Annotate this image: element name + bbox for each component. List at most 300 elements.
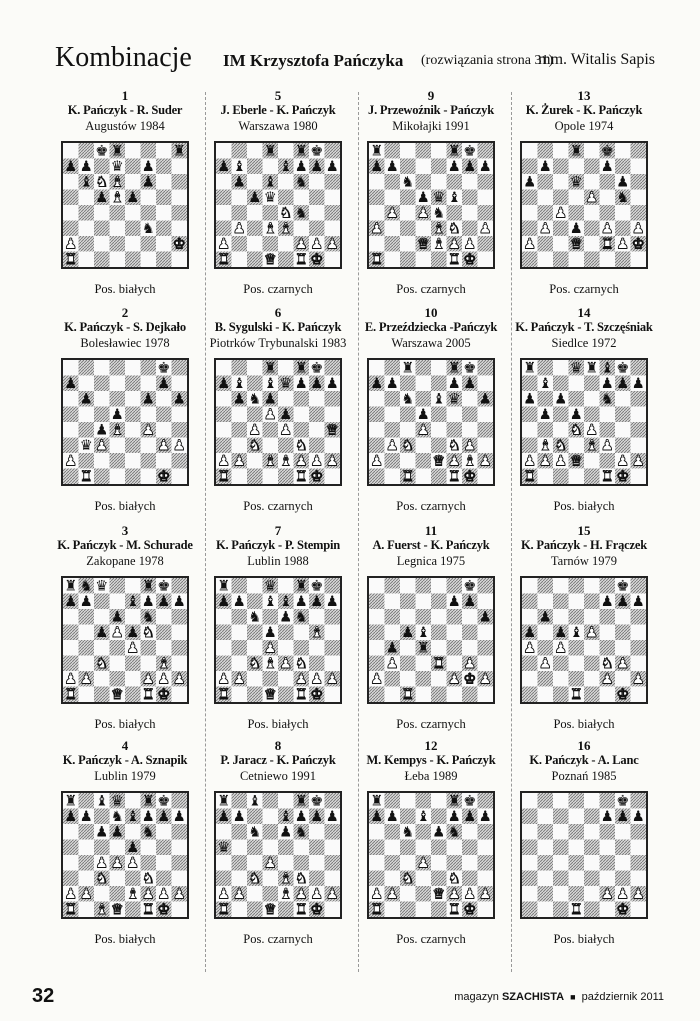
board-square [247, 640, 263, 656]
board-square [156, 174, 172, 190]
chess-board [214, 358, 342, 486]
board-square [569, 594, 585, 610]
board-square [631, 360, 647, 376]
black-pawn-icon: ♟ [325, 594, 339, 611]
board-square [172, 205, 188, 221]
black-pawn-icon: ♟ [569, 407, 583, 424]
black-pawn-icon: ♟ [172, 391, 186, 408]
board-square [63, 422, 79, 438]
board-square [156, 855, 172, 871]
board-square [553, 376, 569, 392]
black-rook-icon: ♜ [294, 143, 308, 160]
board-square [79, 360, 95, 376]
side-to-move: Pos. czarnych [396, 717, 466, 731]
black-rook-icon: ♜ [64, 578, 78, 595]
white-queen-icon: ♛ [110, 902, 124, 917]
board-square [385, 840, 401, 856]
board-square [400, 640, 416, 656]
board-square [538, 236, 554, 252]
black-pawn-icon: ♟ [325, 809, 339, 826]
white-rook-icon: ♜ [217, 902, 231, 917]
board-square [94, 809, 110, 825]
white-bishop-icon: ♝ [463, 453, 477, 470]
board-square [232, 871, 248, 887]
board-square [172, 609, 188, 625]
white-pawn-icon: ♟ [616, 236, 630, 253]
board-square [416, 221, 432, 237]
board-square [447, 625, 463, 641]
board-square [278, 252, 294, 268]
board-square [478, 902, 494, 918]
white-queen-icon: ♛ [110, 687, 124, 702]
puzzle-place: Zakopane 1978 [86, 554, 164, 568]
board-square [522, 438, 538, 454]
white-rook-icon: ♜ [432, 656, 446, 673]
white-queen-icon: ♛ [432, 453, 446, 470]
board-square [141, 190, 157, 206]
white-knight-icon: ♞ [248, 438, 262, 455]
board-square [125, 376, 141, 392]
white-king-icon: ♚ [463, 671, 477, 688]
black-knight-icon: ♞ [79, 578, 93, 595]
board-square [278, 236, 294, 252]
board-square [232, 143, 248, 159]
black-knight-icon: ♞ [248, 609, 262, 626]
white-pawn-icon: ♟ [523, 236, 537, 253]
board-square [294, 190, 310, 206]
board-square [309, 656, 325, 672]
black-pawn-icon: ♟ [141, 594, 155, 611]
board-square [125, 236, 141, 252]
white-pawn-icon: ♟ [310, 671, 324, 688]
black-pawn-icon: ♟ [294, 809, 308, 826]
puzzle-cell [203, 305, 353, 523]
white-pawn-icon: ♟ [554, 640, 568, 657]
black-pawn-icon: ♟ [294, 159, 308, 176]
board-square [431, 840, 447, 856]
board-square [278, 469, 294, 485]
puzzle-cell [203, 88, 353, 306]
black-rook-icon: ♜ [217, 578, 231, 595]
black-pawn-icon: ♟ [279, 824, 293, 841]
board-square [369, 205, 385, 221]
board-square [584, 609, 600, 625]
board-square [631, 855, 647, 871]
puzzle-number: 13 [577, 88, 591, 103]
board-square [478, 824, 494, 840]
board-square [522, 840, 538, 856]
white-pawn-icon: ♟ [157, 886, 171, 903]
board-square [309, 221, 325, 237]
board-square [538, 391, 554, 407]
black-pawn-icon: ♟ [310, 594, 324, 611]
board-square [125, 871, 141, 887]
board-square [615, 159, 631, 175]
white-pawn-icon: ♟ [294, 671, 308, 688]
board-square [522, 886, 538, 902]
board-square [569, 609, 585, 625]
black-bishop-icon: ♝ [279, 594, 293, 611]
white-rook-icon: ♜ [294, 469, 308, 484]
board-square [631, 871, 647, 887]
white-bishop-icon: ♝ [432, 221, 446, 238]
board-square [431, 625, 447, 641]
black-pawn-icon: ♟ [172, 594, 186, 611]
white-pawn-icon: ♟ [385, 886, 399, 903]
white-pawn-icon: ♟ [172, 438, 186, 455]
board-square [247, 625, 263, 641]
board-square [325, 174, 341, 190]
white-pawn-icon: ♟ [538, 453, 552, 470]
puzzle-cell [50, 738, 200, 956]
board-diagram [369, 360, 493, 484]
black-pawn-icon: ♟ [279, 609, 293, 626]
board-square [600, 252, 616, 268]
puzzle-players: J. Przewoźnik - Pańczyk [368, 103, 494, 117]
white-king-icon: ♚ [310, 252, 324, 267]
board-square [94, 886, 110, 902]
black-pawn-icon: ♟ [447, 159, 461, 176]
black-knight-icon: ♞ [294, 824, 308, 841]
black-queen-icon: ♛ [447, 391, 461, 408]
black-pawn-icon: ♟ [157, 594, 171, 611]
board-square [553, 143, 569, 159]
board-square [416, 376, 432, 392]
board-square [94, 671, 110, 687]
black-pawn-icon: ♟ [447, 376, 461, 393]
black-rook-icon: ♜ [370, 143, 384, 160]
board-square [172, 190, 188, 206]
white-pawn-icon: ♟ [370, 221, 384, 238]
black-pawn-icon: ♟ [463, 809, 477, 826]
board-square [478, 174, 494, 190]
board-square [538, 422, 554, 438]
board-square [615, 422, 631, 438]
board-square [325, 793, 341, 809]
board-square [447, 407, 463, 423]
board-square [462, 840, 478, 856]
black-pawn-icon: ♟ [126, 840, 140, 857]
white-pawn-icon: ♟ [370, 886, 384, 903]
board-square [172, 422, 188, 438]
black-pawn-icon: ♟ [385, 159, 399, 176]
board-square [538, 360, 554, 376]
board-square [400, 236, 416, 252]
board-square [569, 190, 585, 206]
black-pawn-icon: ♟ [370, 159, 384, 176]
black-king-icon: ♚ [463, 578, 477, 595]
board-square [462, 855, 478, 871]
board-square [584, 902, 600, 918]
black-pawn-icon: ♟ [64, 594, 78, 611]
puzzle-cell [509, 305, 659, 523]
white-pawn-icon: ♟ [478, 886, 492, 903]
puzzle-players: M. Kempys - K. Pańczyk [366, 753, 496, 767]
board-diagram [216, 793, 340, 917]
black-pawn-icon: ♟ [416, 190, 430, 207]
white-pawn-icon: ♟ [447, 236, 461, 253]
board-square [400, 840, 416, 856]
board-square [79, 407, 95, 423]
black-pawn-icon: ♟ [110, 609, 124, 626]
board-square [79, 143, 95, 159]
board-square [385, 174, 401, 190]
white-pawn-icon: ♟ [232, 886, 246, 903]
white-rook-icon: ♜ [79, 469, 93, 484]
board-square [172, 855, 188, 871]
white-knight-icon: ♞ [95, 656, 109, 673]
black-king-icon: ♚ [616, 578, 630, 595]
board-square [369, 190, 385, 206]
board-square [431, 438, 447, 454]
white-pawn-icon: ♟ [631, 453, 645, 470]
puzzle-number: 1 [121, 88, 129, 103]
black-rook-icon: ♜ [217, 793, 231, 810]
board-square [569, 656, 585, 672]
board-square [615, 855, 631, 871]
side-to-move: Pos. czarnych [396, 932, 466, 946]
board-square [615, 252, 631, 268]
board-square [522, 205, 538, 221]
black-pawn-icon: ♟ [478, 609, 492, 626]
white-rook-icon: ♜ [64, 252, 78, 267]
black-bishop-icon: ♝ [447, 190, 461, 207]
board-square [569, 793, 585, 809]
board-square [247, 809, 263, 825]
board-square [278, 671, 294, 687]
board-square [538, 625, 554, 641]
white-pawn-icon: ♟ [554, 453, 568, 470]
board-square [79, 205, 95, 221]
board-square [600, 871, 616, 887]
board-square [79, 902, 95, 918]
board-square [522, 221, 538, 237]
board-square [216, 391, 232, 407]
board-square [247, 671, 263, 687]
board-square [369, 407, 385, 423]
board-square [553, 840, 569, 856]
board-square [478, 205, 494, 221]
board-square [416, 360, 432, 376]
white-rook-icon: ♜ [294, 252, 308, 267]
puzzle-players: K. Pańczyk - M. Schurade [57, 538, 193, 552]
black-king-icon: ♚ [600, 143, 614, 160]
board-square [263, 205, 279, 221]
side-to-move: Pos. białych [553, 932, 615, 946]
black-pawn-icon: ♟ [64, 159, 78, 176]
board-square [369, 687, 385, 703]
board-square [584, 236, 600, 252]
board-square [156, 190, 172, 206]
white-bishop-icon: ♝ [110, 174, 124, 191]
board-square [569, 469, 585, 485]
white-rook-icon: ♜ [217, 469, 231, 484]
puzzle-place: Mikołajki 1991 [392, 119, 470, 133]
board-square [369, 391, 385, 407]
white-queen-icon: ♛ [416, 236, 430, 253]
white-queen-icon: ♛ [569, 236, 583, 253]
board-square [385, 469, 401, 485]
white-pawn-icon: ♟ [310, 453, 324, 470]
white-king-icon: ♚ [463, 902, 477, 917]
board-square [309, 855, 325, 871]
board-square [522, 687, 538, 703]
board-square [584, 687, 600, 703]
board-square [478, 855, 494, 871]
puzzle-place: Poznań 1985 [551, 769, 617, 783]
board-square [584, 793, 600, 809]
white-rook-icon: ♜ [569, 902, 583, 917]
puzzle-cell [50, 523, 200, 741]
board-square [478, 469, 494, 485]
board-square [615, 625, 631, 641]
board-square [522, 855, 538, 871]
board-square [79, 871, 95, 887]
chess-board [520, 358, 648, 486]
board-square [522, 656, 538, 672]
page-header [55, 42, 655, 82]
board-square [522, 671, 538, 687]
white-pawn-icon: ♟ [294, 453, 308, 470]
board-square [216, 609, 232, 625]
black-knight-icon: ♞ [616, 190, 630, 207]
board-square [400, 143, 416, 159]
board-square [553, 671, 569, 687]
board-square [369, 174, 385, 190]
black-knight-icon: ♞ [248, 391, 262, 408]
puzzle-number: 4 [121, 738, 129, 753]
board-square [247, 453, 263, 469]
black-pawn-icon: ♟ [325, 159, 339, 176]
board-square [325, 221, 341, 237]
board-diagram [369, 143, 493, 267]
board-square [584, 143, 600, 159]
board-square [553, 594, 569, 610]
board-square [232, 190, 248, 206]
board-square [416, 438, 432, 454]
board-square [553, 174, 569, 190]
board-square [94, 469, 110, 485]
white-king-icon: ♚ [157, 902, 171, 917]
board-square [325, 902, 341, 918]
white-knight-icon: ♞ [248, 656, 262, 673]
black-king-icon: ♚ [157, 793, 171, 810]
board-square [631, 252, 647, 268]
board-square [431, 360, 447, 376]
white-knight-icon: ♞ [95, 871, 109, 888]
board-square [79, 793, 95, 809]
white-pawn-icon: ♟ [79, 886, 93, 903]
board-square [247, 205, 263, 221]
board-square [538, 143, 554, 159]
board-square [431, 609, 447, 625]
board-square [522, 143, 538, 159]
board-square [431, 159, 447, 175]
board-square [63, 360, 79, 376]
puzzle-place: Opole 1974 [554, 119, 614, 133]
board-square [156, 871, 172, 887]
black-pawn-icon: ♟ [478, 391, 492, 408]
board-square [232, 902, 248, 918]
white-pawn-icon: ♟ [157, 438, 171, 455]
board-square [553, 469, 569, 485]
white-pawn-icon: ♟ [585, 422, 599, 439]
board-square [125, 687, 141, 703]
chess-board [214, 791, 342, 919]
board-square [584, 407, 600, 423]
white-rook-icon: ♜ [523, 469, 537, 484]
board-square [63, 438, 79, 454]
white-knight-icon: ♞ [294, 656, 308, 673]
white-pawn-icon: ♟ [585, 625, 599, 642]
board-square [247, 840, 263, 856]
white-pawn-icon: ♟ [385, 438, 399, 455]
chess-board [61, 141, 189, 269]
white-pawn-icon: ♟ [126, 855, 140, 872]
white-pawn-icon: ♟ [141, 671, 155, 688]
white-pawn-icon: ♟ [126, 640, 140, 657]
board-square [478, 143, 494, 159]
board-square [309, 824, 325, 840]
board-square [278, 143, 294, 159]
board-square [141, 840, 157, 856]
black-pawn-icon: ♟ [79, 594, 93, 611]
board-square [553, 159, 569, 175]
black-pawn-icon: ♟ [79, 391, 93, 408]
white-rook-icon: ♜ [447, 902, 461, 917]
board-square [110, 438, 126, 454]
black-pawn-icon: ♟ [141, 159, 155, 176]
black-rook-icon: ♜ [401, 360, 415, 377]
board-square [156, 159, 172, 175]
board-square [278, 640, 294, 656]
board-square [309, 190, 325, 206]
black-king-icon: ♚ [616, 793, 630, 810]
board-square [569, 871, 585, 887]
white-pawn-icon: ♟ [310, 236, 324, 253]
black-pawn-icon: ♟ [263, 625, 277, 642]
black-pawn-icon: ♟ [217, 594, 231, 611]
board-square [232, 640, 248, 656]
board-square [325, 625, 341, 641]
white-pawn-icon: ♟ [523, 640, 537, 657]
puzzle-players: K. Żurek - K. Pańczyk [525, 103, 643, 117]
white-pawn-icon: ♟ [523, 453, 537, 470]
white-rook-icon: ♜ [64, 902, 78, 917]
board-square [79, 824, 95, 840]
board-square [478, 687, 494, 703]
board-square [141, 640, 157, 656]
white-queen-icon: ♛ [325, 422, 339, 439]
black-knight-icon: ♞ [294, 609, 308, 626]
white-bishop-icon: ♝ [263, 221, 277, 238]
black-pawn-icon: ♟ [600, 594, 614, 611]
white-rook-icon: ♜ [217, 687, 231, 702]
white-queen-icon: ♛ [263, 687, 277, 702]
board-square [369, 625, 385, 641]
board-square [325, 205, 341, 221]
board-square [216, 190, 232, 206]
board-square [416, 902, 432, 918]
board-square [247, 236, 263, 252]
puzzle-players: K. Pańczyk - T. Szczęśniak [515, 320, 653, 334]
black-knight-icon: ♞ [447, 824, 461, 841]
white-pawn-icon: ♟ [294, 236, 308, 253]
board-square [141, 453, 157, 469]
board-square [538, 840, 554, 856]
board-square [462, 174, 478, 190]
white-king-icon: ♚ [157, 469, 171, 484]
